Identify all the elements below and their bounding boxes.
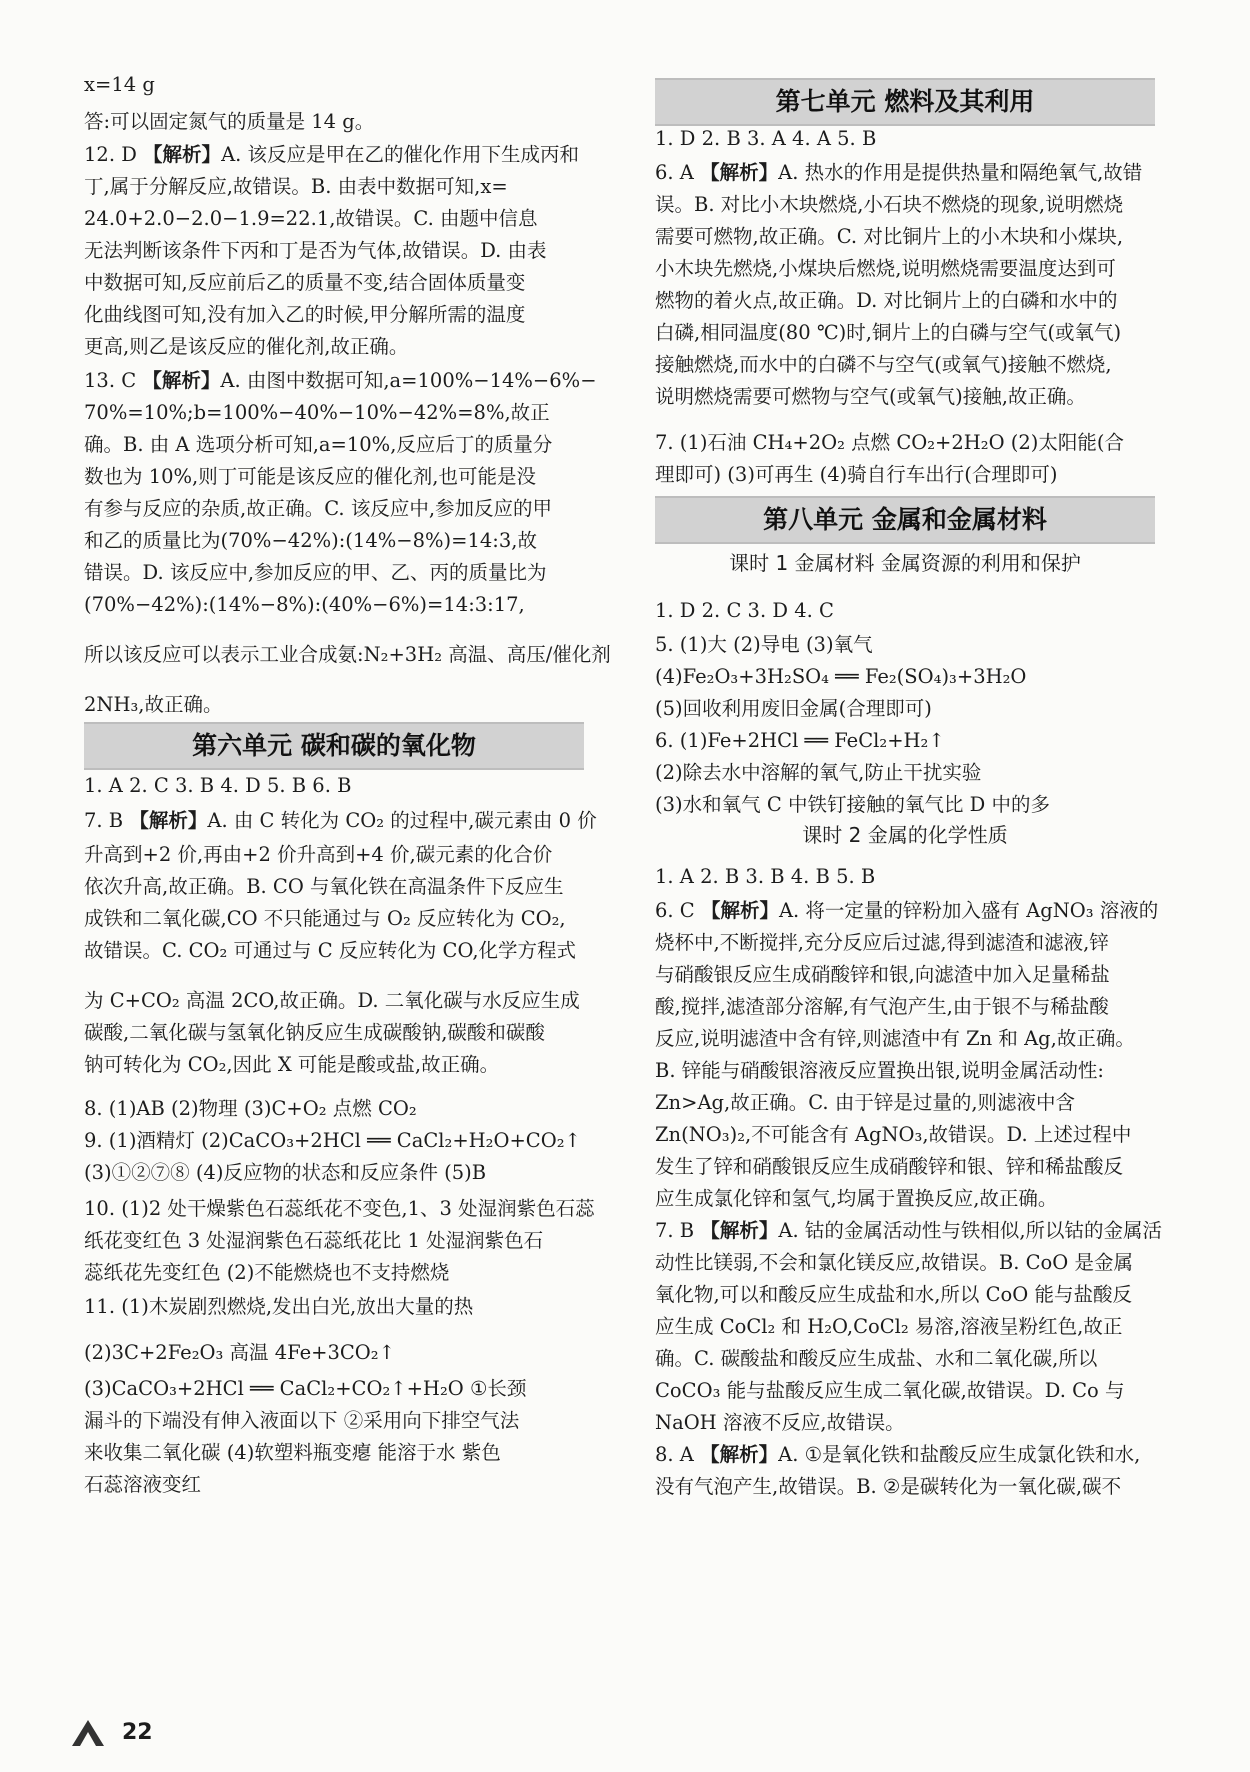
text-line: 确。B. 由 A 选项分析可知,a=10%,反应后丁的质量分 [84,433,553,456]
text-line: 无法判断该条件下丙和丁是否为气体,故错误。D. 由表 [84,239,547,262]
text-line: 9. (1)酒精灯 (2)CaCO₃+2HCl ══ CaCl₂+H₂O+CO₂↑ [84,1129,581,1152]
text-line: 10. (1)2 处干燥紫色石蕊纸花不变色,1、3 处湿润紫色石蕊 [84,1197,595,1220]
text-line: 纸花变红色 3 处湿润紫色石蕊纸花比 1 处湿润紫色石 [84,1229,544,1252]
text-line: 所以该反应可以表示工业合成氨:N₂+3H₂ 高温、高压/催化剂 [84,643,611,666]
text-line: 和乙的质量比为(70%−42%):(14%−8%)=14:3,故 [84,529,537,552]
text-line: 来收集二氧化碳 (4)软塑料瓶变瘪 能溶于水 紫色 [84,1441,501,1464]
lesson-subtitle: 课时 2 金属的化学性质 [802,823,1008,847]
text-line: 7. B 【解析】A. 由 C 转化为 CO₂ 的过程中,碳元素由 0 价 [84,809,597,832]
text-line: 丁,属于分解反应,故错误。B. 由表中数据可知,x= [84,175,508,198]
text-line: 11. (1)木炭剧烈燃烧,发出白光,放出大量的热 [84,1295,474,1318]
lesson-subtitle: 课时 1 金属材料 金属资源的利用和保护 [729,551,1081,575]
text-line: 1. D 2. C 3. D 4. C [655,599,834,622]
text-line: (2)除去水中溶解的氧气,防止干扰实验 [655,761,982,784]
text-line: 1. A 2. C 3. B 4. D 5. B 6. B [84,774,352,797]
text-line: 说明燃烧需要可燃物与空气(或氧气)接触,故正确。 [655,385,1086,408]
text-line: 为 C+CO₂ 高温 2CO,故正确。D. 二氧化碳与水反应生成 [84,989,580,1012]
text-line: 漏斗的下端没有伸入液面以下 ②采用向下排空气法 [84,1409,520,1432]
text-line: 12. D 【解析】A. 该反应是甲在乙的催化作用下生成丙和 [84,143,580,166]
unit-banner: 第六单元 碳和碳的氧化物 [84,722,584,770]
text-line: 1. D 2. B 3. A 4. A 5. B [655,127,877,150]
text-line: 应生成氯化锌和氢气,均属于置换反应,故正确。 [655,1187,1058,1210]
text-line: 需要可燃物,故正确。C. 对比铜片上的小木块和小煤块, [655,225,1124,248]
text-line: 24.0+2.0−2.0−1.9=22.1,故错误。C. 由题中信息 [84,207,538,230]
text-line: (3)CaCO₃+2HCl ══ CaCl₂+CO₂↑+H₂O ①长颈 [84,1377,527,1400]
text-line: 确。C. 碳酸盐和酸反应生成盐、水和二氧化碳,所以 [655,1347,1098,1370]
text-line: 数也为 10%,则丁可能是该反应的催化剂,也可能是没 [84,465,536,488]
unit-banner: 第七单元 燃料及其利用 [655,78,1155,126]
text-line: NaOH 溶液不反应,故错误。 [655,1411,905,1434]
text-line: 8. (1)AB (2)物理 (3)C+O₂ 点燃 CO₂ [84,1097,417,1120]
text-line: 氧化物,可以和酸反应生成盐和水,所以 CoO 能与盐酸反 [655,1283,1132,1306]
text-line: Zn>Ag,故正确。C. 由于锌是过量的,则滤液中含 [655,1091,1076,1114]
text-line: 应生成 CoCl₂ 和 H₂O,CoCl₂ 易溶,溶液呈粉红色,故正 [655,1315,1123,1338]
text-line: 化曲线图可知,没有加入乙的时候,甲分解所需的温度 [84,303,526,326]
text-line: 7. (1)石油 CH₄+2O₂ 点燃 CO₂+2H₂O (2)太阳能(合 [655,431,1125,454]
text-line: 小木块先燃烧,小煤块后燃烧,说明燃烧需要温度达到可 [655,257,1116,280]
text-line: 燃物的着火点,故正确。D. 对比铜片上的白磷和水中的 [655,289,1118,312]
text-line: 中数据可知,反应前后乙的质量不变,结合固体质量变 [84,271,526,294]
text-line: 8. A 【解析】A. ①是氧化铁和盐酸反应生成氯化铁和水, [655,1443,1141,1466]
text-line: 误。B. 对比小木块燃烧,小石块不燃烧的现象,说明燃烧 [655,193,1124,216]
text-line: 酸,搅拌,滤渣部分溶解,有气泡产生,由于银不与稀盐酸 [655,995,1109,1018]
text-line: 故错误。C. CO₂ 可通过与 C 反应转化为 CO,化学方程式 [84,939,577,962]
page-number: 22 [122,1720,153,1745]
text-line: 6. (1)Fe+2HCl ══ FeCl₂+H₂↑ [655,729,945,752]
text-line: 没有气泡产生,故错误。B. ②是碳转化为一氧化碳,碳不 [655,1475,1122,1498]
text-line: 接触燃烧,而水中的白磷不与空气(或氧气)接触不燃烧, [655,353,1112,376]
text-line: 理即可) (3)可再生 (4)骑自行车出行(合理即可) [655,463,1058,486]
text-line: 更高,则乙是该反应的催化剂,故正确。 [84,335,409,358]
text-line: 1. A 2. B 3. B 4. B 5. B [655,865,876,888]
text-line: (3)水和氧气 C 中铁钉接触的氧气比 D 中的多 [655,793,1050,816]
text-line: Zn(NO₃)₂,不可能含有 AgNO₃,故错误。D. 上述过程中 [655,1123,1132,1146]
text-line: 5. (1)大 (2)导电 (3)氧气 [655,633,873,656]
text-line: 烧杯中,不断搅拌,充分反应后过滤,得到滤渣和滤液,锌 [655,931,1109,954]
text-line: 有参与反应的杂质,故正确。C. 该反应中,参加反应的甲 [84,497,553,520]
unit-banner: 第八单元 金属和金属材料 [655,496,1155,544]
text-line: 依次升高,故正确。B. CO 与氧化铁在高温条件下反应生 [84,875,564,898]
text-line: 成铁和二氧化碳,CO 不只能通过与 O₂ 反应转化为 CO₂, [84,907,566,930]
text-line: 钠可转化为 CO₂,因此 X 可能是酸或盐,故正确。 [84,1053,500,1076]
text-line: (70%−42%):(14%−8%):(40%−6%)=14:3:17, [84,593,525,616]
text-line: B. 锌能与硝酸银溶液反应置换出银,说明金属活动性: [655,1059,1104,1082]
text-line: 与硝酸银反应生成硝酸锌和银,向滤渣中加入足量稀盐 [655,963,1110,986]
text-line: 蕊纸花先变红色 (2)不能燃烧也不支持燃烧 [84,1261,450,1284]
text-line: 70%=10%;b=100%−40%−10%−42%=8%,故正 [84,401,550,424]
text-line: 答:可以固定氮气的质量是 14 g。 [84,110,375,133]
text-line: (3)①②⑦⑧ (4)反应物的状态和反应条件 (5)B [84,1161,487,1184]
text-line: (5)回收利用废旧金属(合理即可) [655,697,932,720]
publisher-logo-icon [70,1718,110,1748]
text-line: CoCO₃ 能与盐酸反应生成二氧化碳,故错误。D. Co 与 [655,1379,1125,1402]
text-line: 6. C 【解析】A. 将一定量的锌粉加入盛有 AgNO₃ 溶液的 [655,899,1159,922]
text-line: 白磷,相同温度(80 ℃)时,铜片上的白磷与空气(或氧气) [655,321,1122,344]
text-line: 2NH₃,故正确。 [84,693,223,716]
text-line: 反应,说明滤渣中含有锌,则滤渣中有 Zn 和 Ag,故正确。 [655,1027,1135,1050]
text-line: 错误。D. 该反应中,参加反应的甲、乙、丙的质量比为 [84,561,547,584]
text-line: 石蕊溶液变红 [84,1473,202,1496]
text-line: 碳酸,二氧化碳与氢氧化钠反应生成碳酸钠,碳酸和碳酸 [84,1021,545,1044]
text-line: (2)3C+2Fe₂O₃ 高温 4Fe+3CO₂↑ [84,1341,395,1364]
text-line: 动性比镁弱,不会和氯化镁反应,故错误。B. CoO 是金属 [655,1251,1133,1274]
text-line: 升高到+2 价,再由+2 价升高到+4 价,碳元素的化合价 [84,843,553,866]
text-line: 13. C 【解析】A. 由图中数据可知,a=100%−14%−6%− [84,369,597,392]
text-line: 7. B 【解析】A. 钴的金属活动性与铁相似,所以钴的金属活 [655,1219,1163,1242]
text-line: 发生了锌和硝酸银反应生成硝酸锌和银、锌和稀盐酸反 [655,1155,1124,1178]
text-line: (4)Fe₂O₃+3H₂SO₄ ══ Fe₂(SO₄)₃+3H₂O [655,665,1027,688]
text-line: x=14 g [84,73,155,96]
text-line: 6. A 【解析】A. 热水的作用是提供热量和隔绝氧气,故错 [655,161,1143,184]
